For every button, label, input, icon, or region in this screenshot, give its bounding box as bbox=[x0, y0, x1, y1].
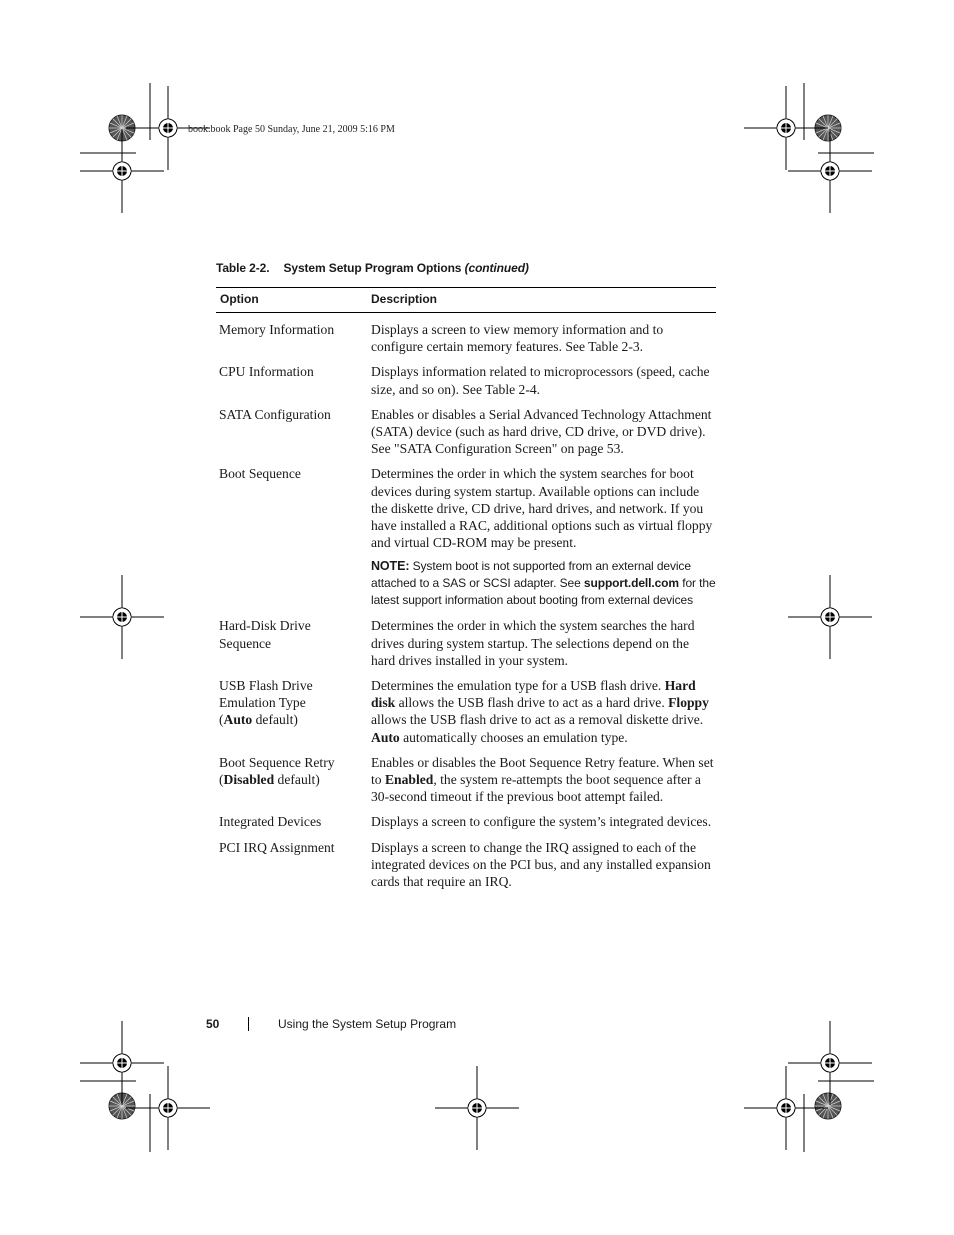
description-bold: Floppy bbox=[668, 695, 709, 711]
caption-suffix: (continued) bbox=[464, 261, 529, 275]
description-text: Enables or disables the Boot Sequence Retry feature. When set to bbox=[371, 754, 714, 788]
description-cell: Displays a screen to view memory information and to configure certain memory features. See Table 2-3. bbox=[371, 322, 664, 355]
option-default-suffix: default) bbox=[274, 772, 320, 788]
note-text: for the latest support information about booting from external devices bbox=[371, 576, 716, 608]
caption-title: System Setup Program Options bbox=[283, 261, 462, 275]
description-text: allows the USB flash drive to act as a hard drive. bbox=[395, 695, 669, 711]
option-cell bbox=[216, 677, 368, 746]
option-cell: SATA Configuration bbox=[219, 406, 331, 422]
support-link[interactable]: support.dell.com bbox=[583, 576, 679, 591]
option-cell: Hard-Disk Drive Sequence bbox=[219, 618, 311, 651]
table-row bbox=[216, 754, 716, 806]
note-label: NOTE: bbox=[371, 559, 410, 574]
option-cell: Boot Sequence bbox=[219, 466, 301, 482]
option-text: USB Flash Drive Emulation Type bbox=[219, 678, 313, 711]
description-cell bbox=[368, 754, 716, 806]
table-row bbox=[216, 839, 716, 891]
options-table bbox=[216, 287, 716, 890]
table-header bbox=[216, 287, 716, 313]
description-bold: Hard disk bbox=[371, 678, 696, 711]
description-cell: Determines the order in which the system searches the hard drives during system startup. The selections depend on the hard drives installed in your system. bbox=[371, 618, 695, 668]
option-default: Disabled bbox=[223, 772, 275, 788]
option-paren: ( bbox=[219, 712, 224, 728]
description-cell bbox=[368, 465, 716, 609]
print-header: book.book Page 50 Sunday, June 21, 2009 5:16 PM bbox=[188, 124, 395, 135]
description-cell bbox=[368, 677, 716, 746]
chapter-title: Using the System Setup Program bbox=[278, 1017, 457, 1031]
table-row bbox=[216, 363, 716, 397]
footer-divider bbox=[248, 1017, 249, 1031]
description-cell: Displays a screen to configure the system’s integrated devices. bbox=[371, 814, 712, 830]
description-text: Determines the emulation type for a USB flash drive. bbox=[371, 678, 665, 694]
table-caption bbox=[216, 261, 529, 275]
header-description: Description bbox=[371, 292, 438, 306]
option-cell: Memory Information bbox=[219, 322, 335, 337]
description-cell: Enables or disables a Serial Advanced Technology Attachment (SATA) device (such as hard drive, CD drive, or DVD drive). See "SATA Configuration Screen" on page 53. bbox=[371, 406, 712, 457]
page-number: 50 bbox=[206, 1017, 220, 1031]
description-text: Determines the order in which the system searches for boot devices during system startup. Available options can include the diskette drive, CD drive, hard drives, and network. If you have installed a RAC, additional options such as virtual floppy and virtual CD-ROM may be present. bbox=[371, 466, 713, 551]
option-paren: ( bbox=[219, 772, 224, 788]
table-row bbox=[216, 617, 716, 669]
description-text: automatically chooses an emulation type. bbox=[399, 729, 628, 745]
option-cell bbox=[216, 754, 368, 806]
note-block bbox=[371, 558, 716, 609]
description-text: , the system re-attempts the boot sequence after a 30-second timeout if the previous boot attempt failed. bbox=[371, 772, 701, 805]
option-text: Boot Sequence Retry bbox=[219, 754, 335, 770]
table-row bbox=[216, 465, 716, 609]
table-row bbox=[216, 677, 716, 746]
caption-label: Table 2-2. bbox=[216, 261, 270, 275]
option-default: Auto bbox=[223, 712, 253, 728]
option-cell: CPU Information bbox=[219, 364, 314, 380]
option-cell: PCI IRQ Assignment bbox=[219, 839, 335, 855]
description-bold: Auto bbox=[371, 729, 400, 745]
table-row bbox=[216, 406, 716, 458]
description-cell: Displays information related to microprocessors (speed, cache size, and so on). See Table 2-4. bbox=[371, 364, 710, 397]
option-default-suffix: default) bbox=[252, 712, 298, 728]
table-row bbox=[216, 321, 716, 355]
description-text: allows the USB flash drive to act as a removal diskette drive. bbox=[371, 712, 704, 728]
option-cell: Integrated Devices bbox=[219, 814, 322, 830]
header-option: Option bbox=[220, 292, 259, 306]
description-cell: Displays a screen to change the IRQ assigned to each of the integrated devices on the PCI bus, and any installed expansion cards that require an IRQ. bbox=[371, 839, 711, 890]
note-text: System boot is not supported from an external device attached to a SAS or SCSI adapter. See bbox=[371, 559, 691, 591]
description-bold: Enabled bbox=[384, 772, 434, 788]
table-row bbox=[216, 813, 716, 830]
